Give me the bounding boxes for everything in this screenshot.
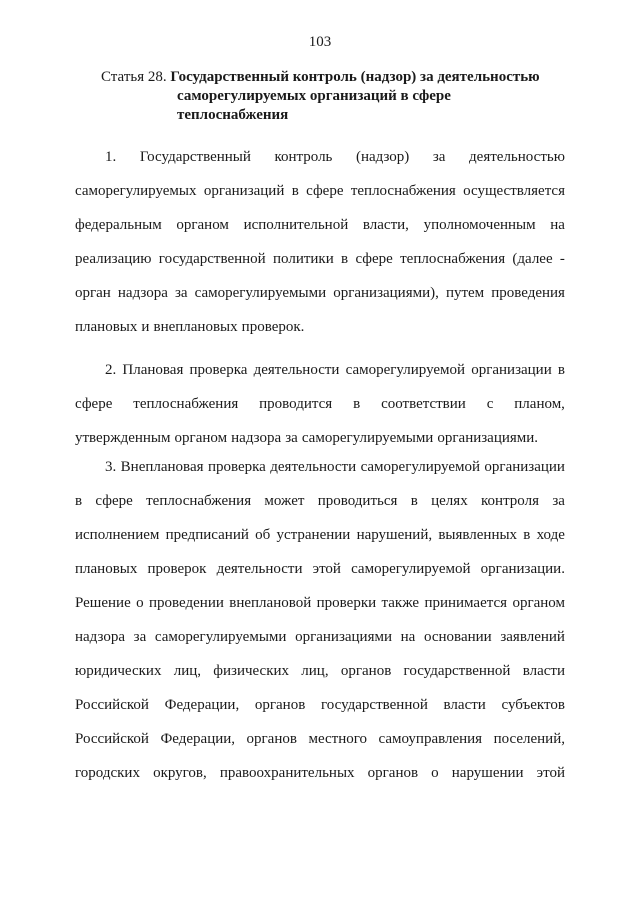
text-line: [75, 387, 565, 421]
word: путем: [445, 285, 485, 301]
word: органом: [512, 595, 565, 611]
word: в: [341, 251, 349, 267]
word: физических: [213, 663, 290, 679]
word: саморегулируемыми: [301, 430, 434, 446]
word: сфере: [75, 396, 113, 412]
article-heading: [101, 68, 581, 125]
word: в: [523, 527, 531, 543]
word: проводиться: [317, 493, 398, 509]
text-line: [75, 722, 565, 756]
word: 1.: [105, 149, 117, 165]
word: на: [400, 629, 416, 645]
text-line: [75, 688, 565, 722]
word: нарушений,: [356, 527, 433, 543]
word: юридических: [75, 663, 162, 679]
word: органов: [340, 663, 392, 679]
word: об: [255, 527, 271, 543]
text-line: [75, 450, 565, 484]
word: округов,: [153, 765, 207, 781]
word: сфере: [95, 493, 133, 509]
word: этой: [312, 561, 341, 577]
article-title-line: теплоснабжения: [177, 107, 289, 123]
word: государственной: [403, 663, 511, 679]
word: органов: [246, 731, 297, 747]
word: проверок: [147, 561, 207, 577]
word: местного: [308, 731, 367, 747]
paragraph-1: [75, 140, 565, 344]
word: нарушении: [451, 765, 524, 781]
text-line: [75, 353, 565, 387]
word: контроль: [274, 149, 333, 165]
word: надзора: [231, 430, 282, 446]
word: организаций: [203, 183, 285, 199]
word: также: [381, 595, 420, 611]
word: планом,: [514, 396, 565, 412]
word: органов: [254, 697, 306, 713]
word: выявленных: [438, 527, 518, 543]
word: на: [550, 217, 565, 233]
word: организации: [471, 362, 552, 378]
word: надзора: [75, 629, 125, 645]
text-line: [75, 518, 565, 552]
word: организации: [484, 459, 565, 475]
word: реализацию: [75, 251, 152, 267]
word: проведении: [149, 595, 224, 611]
word: проводится: [259, 396, 333, 412]
word: ходе: [536, 527, 565, 543]
text-line: [75, 140, 565, 174]
word: организациями: [295, 629, 392, 645]
word: организациями),: [333, 285, 439, 301]
word: саморегулируемой: [345, 362, 466, 378]
word: поселений,: [493, 731, 565, 747]
word: органом: [174, 430, 228, 446]
word: деятельности: [270, 459, 357, 475]
word: предписаний: [165, 527, 249, 543]
word: теплоснабжения: [146, 493, 252, 509]
text-line: [75, 484, 565, 518]
word: саморегулируемых: [75, 183, 197, 199]
word: Внеплановая: [120, 459, 204, 475]
word: политики: [273, 251, 334, 267]
text-line: [75, 586, 565, 620]
word: целях: [431, 493, 468, 509]
word: в: [353, 396, 361, 412]
word: теплоснабжения: [350, 183, 456, 199]
word: плановых: [75, 319, 138, 335]
word: может: [264, 493, 305, 509]
word: проведения: [491, 285, 565, 301]
word: и: [141, 319, 150, 335]
text-line: [75, 310, 565, 344]
word: саморегулируемыми: [194, 285, 327, 301]
word: органов: [367, 765, 419, 781]
word: сфере: [306, 183, 344, 199]
word: проверка: [189, 362, 248, 378]
word: Федерации,: [160, 731, 236, 747]
text-line: [75, 174, 565, 208]
word: городских: [75, 765, 140, 781]
word: утвержденным: [75, 430, 171, 446]
word: проверки: [316, 595, 377, 611]
word: за: [552, 493, 565, 509]
word: власти,: [362, 217, 409, 233]
word: в: [75, 493, 83, 509]
word: соответствии: [381, 396, 466, 412]
word: Российской: [75, 731, 149, 747]
word: уполномоченным: [423, 217, 536, 233]
word: Федерации,: [164, 697, 240, 713]
word: теплоснабжения: [133, 396, 239, 412]
word: исполнением: [75, 527, 160, 543]
text-line: [75, 276, 565, 310]
word: теплоснабжения: [400, 251, 506, 267]
word: о: [431, 765, 439, 781]
text-line: [75, 208, 565, 242]
text-line: [75, 756, 565, 790]
word: орган: [75, 285, 111, 301]
word: плановых: [75, 561, 138, 577]
word: проверка: [207, 459, 266, 475]
word: Решение: [75, 595, 131, 611]
page-number: 103: [308, 34, 332, 50]
word: контроля: [481, 493, 539, 509]
word: деятельности: [253, 362, 340, 378]
word: проверок.: [241, 319, 305, 335]
word: лиц,: [173, 663, 202, 679]
article-title-line: Государственный контроль (надзор) за деятельностью: [170, 69, 540, 85]
word: Плановая: [122, 362, 184, 378]
word: заявлений: [500, 629, 565, 645]
word: самоуправления: [378, 731, 483, 747]
word: Российской: [75, 697, 149, 713]
word: деятельности: [216, 561, 303, 577]
word: субъектов: [501, 697, 565, 713]
word: о: [136, 595, 144, 611]
word: организациями.: [437, 430, 539, 446]
word: в: [557, 362, 565, 378]
word: саморегулируемой: [360, 459, 480, 475]
word: этой: [536, 765, 565, 781]
text-line: [75, 620, 565, 654]
word: государственной: [320, 697, 428, 713]
word: за: [432, 149, 446, 165]
text-line: [75, 242, 565, 276]
text-line: [75, 552, 565, 586]
article-number: Статья 28.: [101, 69, 167, 85]
word: осуществляется: [463, 183, 565, 199]
word: государственной: [158, 251, 266, 267]
word: саморегулируемой: [351, 561, 471, 577]
text-line: [75, 654, 565, 688]
word: саморегулируемыми: [154, 629, 287, 645]
word: устранении: [276, 527, 351, 543]
word: (надзор): [355, 149, 410, 165]
word: Государственный: [139, 149, 251, 165]
word: в: [410, 493, 418, 509]
word: организации.: [480, 561, 565, 577]
word: 2.: [105, 362, 117, 378]
word: власти: [522, 663, 565, 679]
word: (далее: [512, 251, 553, 267]
word: принимается: [424, 595, 508, 611]
word: внеплановых: [153, 319, 238, 335]
word: внеплановой: [229, 595, 312, 611]
word: основании: [424, 629, 492, 645]
word: правоохранительных: [219, 765, 355, 781]
word: надзора: [117, 285, 168, 301]
word: органом: [176, 217, 229, 233]
word: власти: [443, 697, 486, 713]
word: -: [559, 251, 565, 267]
word: в: [291, 183, 299, 199]
paragraph-3: [75, 450, 565, 790]
word: с: [486, 396, 494, 412]
word: 3.: [105, 459, 117, 475]
word: за: [174, 285, 188, 301]
word: сфере: [355, 251, 393, 267]
word: исполнительной: [243, 217, 349, 233]
word: деятельностью: [469, 149, 565, 165]
article-title-line: саморегулируемых организаций в сфере: [177, 88, 451, 104]
word: лиц,: [301, 663, 329, 679]
article-heading-line: [101, 68, 581, 87]
paragraph-2: [75, 353, 565, 455]
word: федеральным: [75, 217, 162, 233]
word: за: [133, 629, 147, 645]
word: за: [285, 430, 298, 446]
